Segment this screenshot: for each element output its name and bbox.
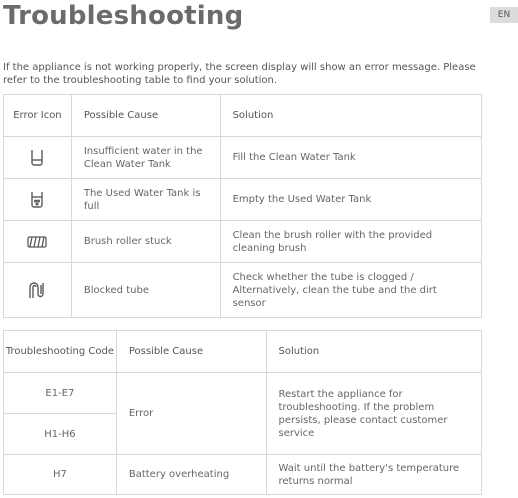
header-possible-cause: Possible Cause [116, 331, 266, 373]
error-code-table [3, 330, 482, 495]
table-row [4, 221, 482, 263]
cause-cell: Insufficient water in the Clean Water Tank [71, 137, 220, 179]
header-troubleshooting-code: Troubleshooting Code [4, 331, 117, 373]
solution-cell: Wait until the battery's temperature returns normal [266, 455, 481, 495]
header-solution: Solution [266, 331, 481, 373]
code-cell: H1-H6 [4, 414, 117, 455]
table-header-row [4, 331, 482, 373]
solution-cell: Empty the Used Water Tank [220, 179, 481, 221]
table-header-row [4, 95, 482, 137]
cause-cell: The Used Water Tank is full [71, 179, 220, 221]
page-title: Troubleshooting [3, 1, 244, 31]
table-row [4, 373, 482, 414]
clean-water-tank-icon [4, 137, 72, 179]
solution-cell: Fill the Clean Water Tank [220, 137, 481, 179]
solution-cell: Clean the brush roller with the provided cleaning brush [220, 221, 481, 263]
table-row [4, 179, 482, 221]
table-row [4, 455, 482, 495]
code-cell: H7 [4, 455, 117, 495]
code-cell: E1-E7 [4, 373, 117, 414]
cause-cell: Brush roller stuck [71, 221, 220, 263]
blocked-tube-icon [4, 263, 72, 318]
error-icon-table [3, 94, 482, 318]
header-error-icon: Error Icon [4, 95, 72, 137]
header-solution: Solution [220, 95, 481, 137]
language-badge: EN [490, 7, 518, 23]
used-water-tank-icon [4, 179, 72, 221]
cause-cell: Battery overheating [116, 455, 266, 495]
cause-cell: Blocked tube [71, 263, 220, 318]
table-row [4, 263, 482, 318]
header-possible-cause: Possible Cause [71, 95, 220, 137]
cause-cell: Error [116, 373, 266, 455]
solution-cell: Check whether the tube is clogged / Alternatively, clean the tube and the dirt sensor [220, 263, 481, 318]
brush-roller-icon [4, 221, 72, 263]
table-row [4, 137, 482, 179]
intro-text: If the appliance is not working properly, the screen display will show an error message. Please refer to the troubleshooting table to find your solution. [3, 62, 476, 86]
solution-cell: Restart the appliance for troubleshooting. If the problem persists, please contact customer service [266, 373, 481, 455]
